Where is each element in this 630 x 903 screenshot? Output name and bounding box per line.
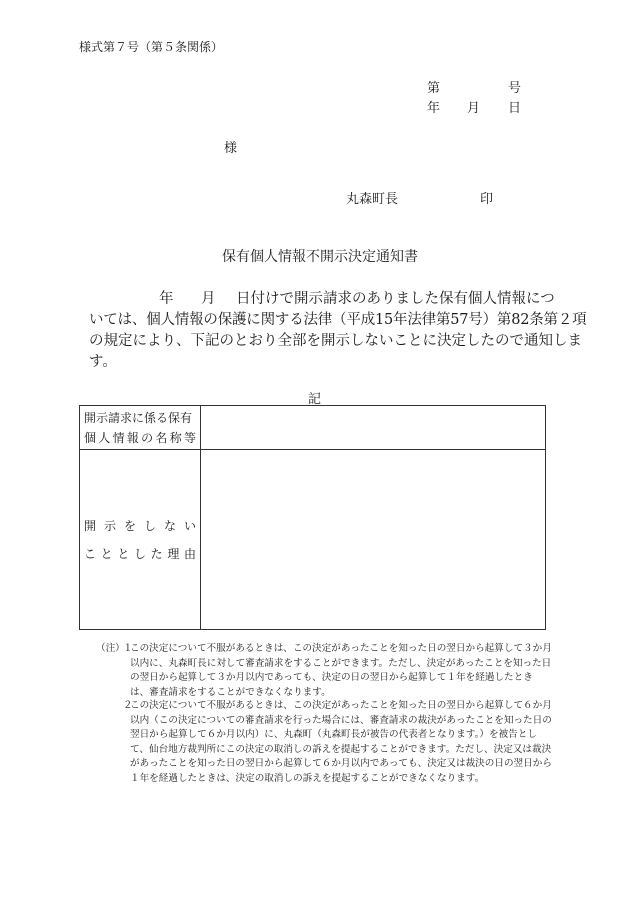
value-cell-reason[interactable] <box>201 450 546 630</box>
body-line-4: す。 <box>89 354 117 370</box>
label-cell-name <box>80 406 201 450</box>
note-1-number: １ <box>123 643 133 654</box>
note-marker: （注） <box>96 643 125 654</box>
date-month: 月 <box>467 101 481 116</box>
date-year: 年 <box>427 101 441 116</box>
label-name-line-1: 開示請求に係る保有 <box>84 410 193 425</box>
record-table <box>79 405 546 630</box>
table-row-name <box>80 406 546 450</box>
value-cell-name[interactable] <box>201 406 546 450</box>
form-number: 様式第７号（第５条関係） <box>79 40 224 54</box>
label-reason-line-1: 開示をしない <box>84 518 196 533</box>
note-2 <box>96 699 556 799</box>
ki-marker: 記 <box>308 392 322 407</box>
doc-number-suffix: 号 <box>508 81 522 96</box>
note-2-number: ２ <box>123 700 133 711</box>
body-line-2: いては、個人情報の保護に関する法律（平成15年法律第57号）第82条第２項 <box>89 312 587 328</box>
label-reason-line-2: こととした理由 <box>84 546 196 561</box>
body-lead-month: 月 <box>201 291 216 307</box>
note-2-text: この決定について不服があるときは、この決定があったことを知った日の翌日から起算して６か月以内（この決定についての審査請求を行った場合には、審査請求の裁決があったことを知った日の翌日から起算して６か月以内）に、丸森町（丸森町長が被告の代表者となります。）を被告として、仙台地方裁判所にこの決定の取消しの訴えを提起することができます。ただし、決定又は裁決があったことを知った日の翌日から起算して６か月以内であっても、決定又は裁決の日の翌日から１年を経過したときは、決定の取消しの訴えを提起することができなくなります。 <box>130 700 552 784</box>
issuer-name: 丸森町長 <box>346 192 399 207</box>
note-1 <box>96 642 556 702</box>
label-name-line-2: 個人情報の名称等 <box>84 430 196 445</box>
table-row-reason <box>80 450 546 630</box>
addressee-suffix: 様 <box>224 141 238 156</box>
note-1-text: この決定について不服があるときは、この決定があったことを知った日の翌日から起算して３か月以内に、丸森町長に対して審査請求をすることができます。ただし、決定があったことを知った日の翌日から起算して３か月以内であっても、決定の日の翌日から起算して１年を経過したときは、審査請求をすることができなくなります。 <box>130 643 552 698</box>
document-title: 保有個人情報不開示決定通知書 <box>222 249 418 265</box>
seal-mark: 印 <box>480 192 494 207</box>
label-cell-reason <box>80 450 201 630</box>
body-lead-year: 年 <box>159 291 174 307</box>
date-day: 日 <box>508 101 522 116</box>
doc-number-prefix: 第 <box>427 81 441 96</box>
body-line-3: の規定により、下記のとおり全部を開示しないことに決定したので通知しま <box>89 333 582 349</box>
body-lead-rest: 日付けで開示請求のありました保有個人情報につ <box>236 291 555 307</box>
